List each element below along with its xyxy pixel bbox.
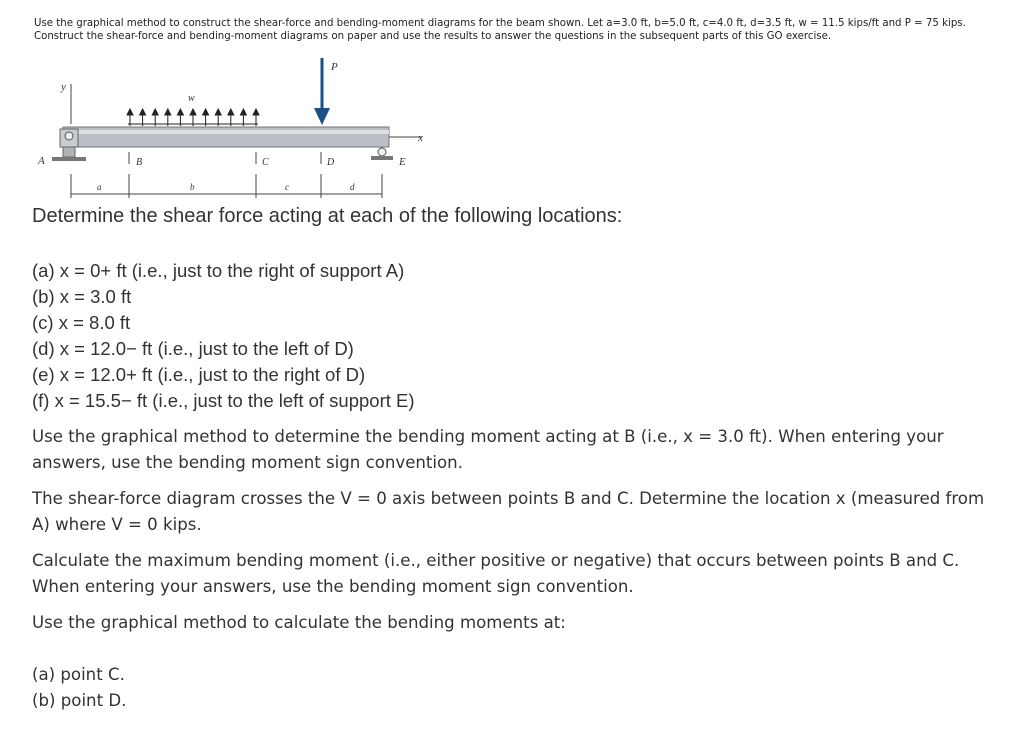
max-moment-question: Calculate the maximum bending moment (i.e., either positive or negative) that occurs between points B and C. When entering your answers, use the bending moment sign convention. <box>32 551 960 596</box>
beam-diagram <box>30 52 430 202</box>
load-arrowhead <box>140 109 146 115</box>
load-arrowhead <box>253 109 259 115</box>
load-arrowhead <box>240 109 246 115</box>
dim-c-label: c <box>285 182 289 192</box>
moment-points-list <box>32 662 126 714</box>
point-load-arrowhead <box>314 108 330 125</box>
load-arrowhead <box>228 109 234 115</box>
moment-point-c: (a) point C. <box>32 665 125 684</box>
dim-d-label: d <box>350 182 355 192</box>
load-arrowhead <box>127 109 133 115</box>
shear-location-e: (e) x = 12.0+ ft (i.e., just to the right of D) <box>32 364 366 385</box>
load-arrowhead <box>203 109 209 115</box>
moment-b-question: Use the graphical method to determine the bending moment acting at B (i.e., x = 3.0 ft). When entering your answers, use the bending moment sign convention. <box>32 427 944 472</box>
moment-point-d: (b) point D. <box>32 691 127 710</box>
shear-location-d: (d) x = 12.0− ft (i.e., just to the left of D) <box>32 338 354 359</box>
load-arrowhead <box>165 109 171 115</box>
shear-location-c: (c) x = 8.0 ft <box>32 312 131 333</box>
point-c-label: C <box>262 157 269 168</box>
y-axis-label: y <box>61 81 66 93</box>
zero-crossing-question: The shear-force diagram crosses the V = 0 axis between points B and C. Determine the location x (measured from A) where V = 0 kips. <box>32 489 985 534</box>
shear-locations-list <box>32 258 415 414</box>
point-b-label: B <box>136 157 143 168</box>
shear-heading: Determine the shear force acting at each of the following locations: <box>32 205 623 227</box>
point-load-label: P <box>331 61 338 73</box>
load-w-label: w <box>188 93 195 104</box>
distributed-load <box>127 109 259 126</box>
beam-highlight <box>63 130 389 134</box>
load-arrowhead <box>190 109 196 115</box>
dim-a-label: a <box>97 182 102 192</box>
dim-b-label: b <box>190 182 195 192</box>
load-arrowhead <box>152 109 158 115</box>
x-axis-label: x <box>418 132 423 144</box>
problem-statement-line-2: Construct the shear-force and bending-moment diagrams on paper and use the results to answer the questions in the subsequent parts of this GO exercise. <box>34 31 832 42</box>
load-arrowhead <box>177 109 183 115</box>
shear-location-f: (f) x = 15.5− ft (i.e., just to the left of support E) <box>32 390 415 411</box>
moments-intro: Use the graphical method to calculate the bending moments at: <box>32 613 566 632</box>
problem-statement <box>34 17 1004 43</box>
problem-statement-line-1: Use the graphical method to construct the shear-force and bending-moment diagrams for the beam shown. Let a=3.0 ft, b=5.0 ft, c=4.0 ft, d=3.5 ft, w = 11.5 kips/ft and P = 75 kips. <box>34 18 966 29</box>
point-d-label: D <box>327 157 335 168</box>
load-arrowhead <box>215 109 221 115</box>
roller-support-e <box>371 148 393 160</box>
shear-location-a: (a) x = 0+ ft (i.e., just to the right of support A) <box>32 260 405 281</box>
point-a-label: A <box>38 155 45 167</box>
point-e-label: E <box>399 156 406 168</box>
dimension-lines <box>71 174 382 198</box>
shear-location-b: (b) x = 3.0 ft <box>32 286 132 307</box>
